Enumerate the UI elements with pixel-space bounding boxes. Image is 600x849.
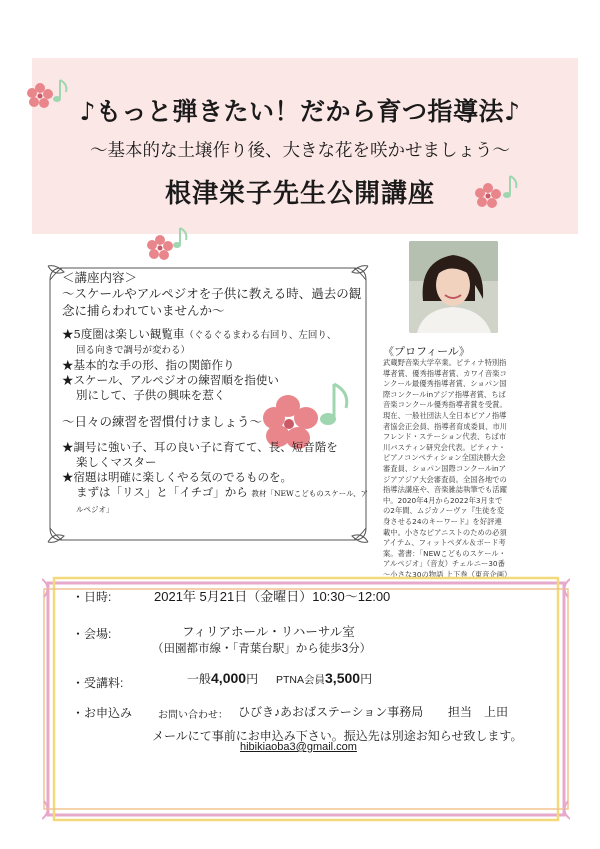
fee-ptna-amount: 3,500	[325, 670, 361, 686]
content-item-4a: ★調号に強い子、耳の良い子に育てて、長、短音階を	[62, 440, 338, 454]
content-intro: ～スケールやアルペジオを子供に教える時、過去の観念に捕らわれていませんか～	[62, 286, 362, 318]
venue-label: ・会場:	[72, 627, 112, 641]
content-item-3a: ★スケール、アルペジオの練習順を指使い	[62, 373, 279, 387]
apply-label: ・お申込み	[72, 706, 133, 720]
event-frame	[42, 575, 570, 823]
fee-ptna-prefix: PTNA会員	[276, 674, 326, 686]
content-item-3b: 別にして、子供の興味を惹く	[76, 388, 226, 402]
content-item-2: ★基本的な手の形、指の関節作り	[62, 358, 235, 372]
header-scallop-top	[32, 50, 578, 68]
header-scallop-bottom	[32, 224, 578, 242]
content-item-6	[62, 485, 368, 517]
venue-note: （田園都市線・「青葉台駅」から徒歩3分）	[152, 643, 372, 655]
content-item-1-note2: 回る向きで調号が変わる）	[76, 345, 191, 356]
lecture-title: 根津栄子先生公開講座	[164, 179, 435, 209]
content-item-1	[62, 327, 368, 343]
instructor-portrait-icon	[409, 241, 498, 333]
fee-general-amount: 4,000	[211, 670, 247, 686]
fee-ptna-yen: 円	[360, 672, 373, 686]
apply-person: 担当 上田	[448, 705, 509, 719]
content-item-5: ★宿題は明確に楽しくやる気のでるものを。	[62, 470, 292, 484]
apply-contact-label: お問い合わせ：	[158, 710, 228, 721]
fee-ptna	[276, 670, 372, 687]
content-section-2: ～日々の練習を習慣付けましょう～	[62, 414, 263, 429]
main-title: ♪もっと弾きたい！だから育つ指導法♪	[79, 97, 521, 126]
course-content	[62, 270, 368, 517]
flower-note-center-icon	[146, 224, 194, 264]
notice-text: メールにて事前にお申込み下さい。振込先は別途お知らせ致します。	[152, 729, 523, 743]
fee-general-yen: 円	[246, 672, 259, 686]
profile-heading: 《プロフィール》	[383, 345, 470, 358]
content-item-1-note: （ぐるぐるまわる右回り、左回り、	[184, 330, 337, 341]
venue-value: フィリアホール・リハーサル室	[182, 625, 355, 639]
content-item-4b: 楽しくマスター	[76, 455, 157, 469]
profile-text: 武蔵野音楽大学卒業。ピティナ特別指導者賞、優秀指導者賞、カワイ音楽コンクール最優秀指導者賞、ショパン国際コンクールinアジア指導者賞、ちば音楽コンクール優秀指導者賞を受賞。 現在、一般社団法人全日本ピアノ指導者協会正会員、指導者育成委員、市川フレンド・ステーション代表、ちば市川バスティン研究会代表。ピティナ・ピアノコンペティション全国決勝大会審査員、ショパン国際コンクールinアジアアジア大会審査員。全国各地での指導法講座や、音楽雑誌執筆でも活躍中。2020年4月から2022年3月までの2年間、ムジカノーヴァ『生徒を変身させる24のキーワード』を好評連載中。小さなピアニストのための必須アイテム、フィットペダル＆ボード考案。著書：「NEWこどものスケール・アルペジオ」（音友）チェルニー30番～小さな30の物語 上下巻（東音企画）	[383, 358, 512, 579]
apply-contact: ひびき♪あおばステーション事務局	[238, 705, 424, 719]
date-value: 2021年 5月21日（金曜日）10:30～12:00	[154, 589, 391, 604]
instructor-photo	[409, 241, 498, 333]
date-label: ・日時:	[72, 590, 112, 604]
content-item-1-main: ★5度圏は楽しい観覧車	[62, 327, 185, 341]
email-link[interactable]: hibikiaoba3@gmail.com	[240, 741, 357, 753]
fee-general-prefix: 一般	[187, 672, 212, 686]
fee-label: ・受講料:	[72, 676, 124, 690]
content-item-6-note: 教材「NEWこどものスケール、アルペジオ」	[76, 489, 368, 514]
subtitle: ～基本的な土壌作り後、大きな花を咲かせましょう～	[90, 141, 510, 161]
content-item-6-main: まずは「リス」と「イチゴ」から	[76, 485, 248, 499]
content-heading: ＜講座内容＞	[62, 270, 138, 285]
fee-general	[187, 670, 258, 687]
